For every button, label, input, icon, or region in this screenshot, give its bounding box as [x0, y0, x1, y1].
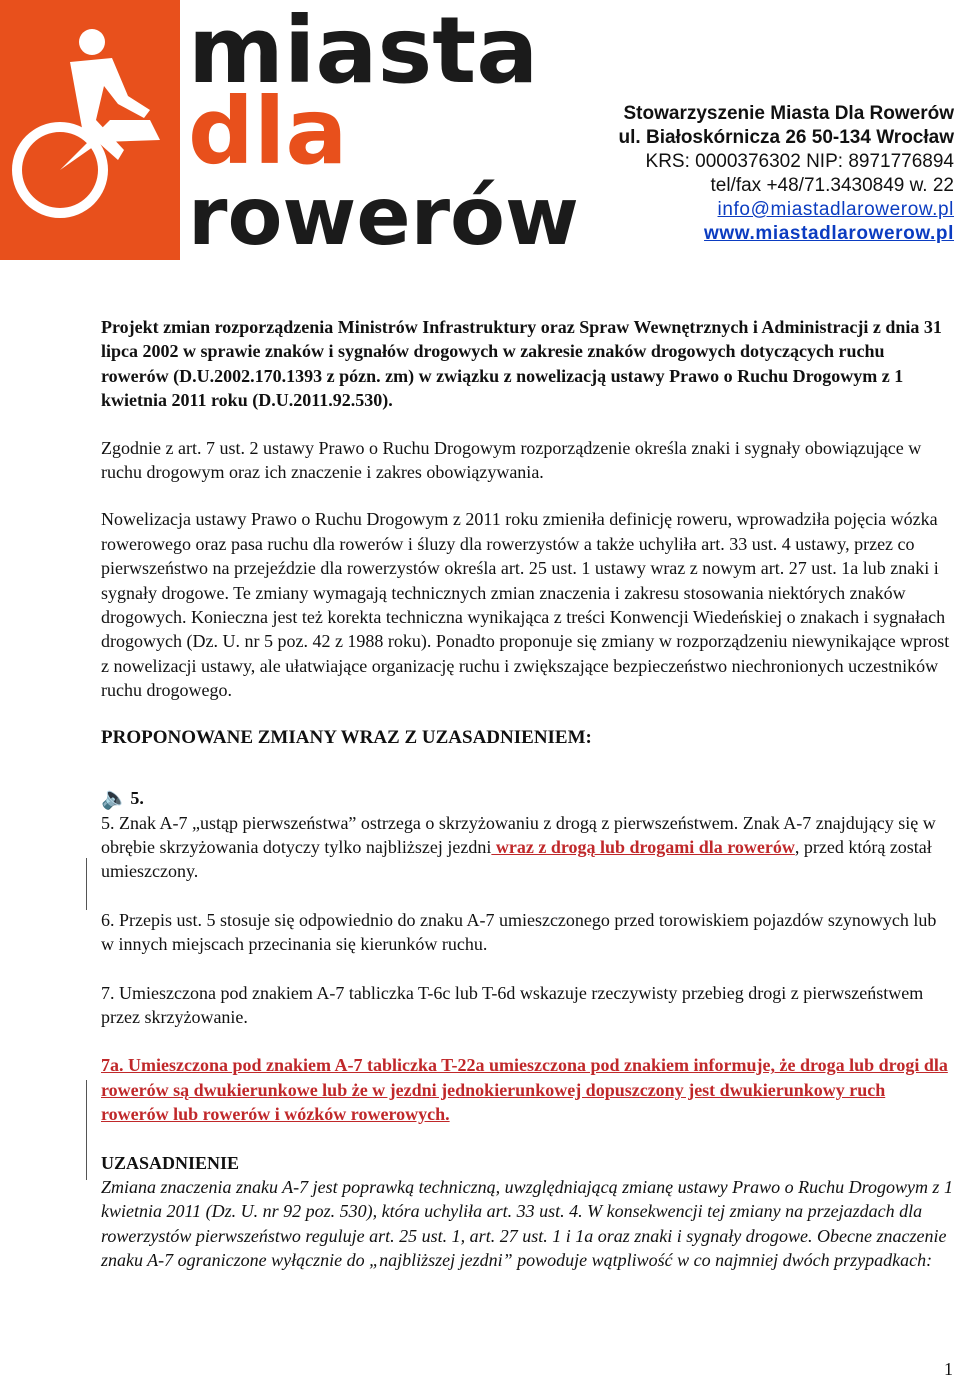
- org-address: ul. Białoskórnicza 26 50-134 Wrocław: [618, 127, 954, 148]
- document-body: [101, 315, 953, 1273]
- org-website-link[interactable]: www.miastadlarowerow.pl: [704, 223, 954, 244]
- org-registry: KRS: 0000376302 NIP: 8971776894: [645, 151, 954, 172]
- item-7a-inserted: 7a. Umieszczona pod znakiem A-7 tabliczka T-22a umieszczona pod znakiem informuje, że droga lub drogi dla rowerów są dwukierunkowe lub że w jezdni jednokierunkowej dopuszczony jest dwukierunkowy ruch rowerów lub rowerów i wózków rowerowych.: [101, 1055, 948, 1125]
- logo-word-rowerow: rowerów: [188, 170, 579, 263]
- change-bar: [86, 858, 87, 910]
- paragraph: Zgodnie z art. 7 ust. 2 ustawy Prawo o Ruchu Drogowym rozporządzenie określa znaki i sygnały obowiązujące w ruchu drogowym oraz ich znaczenie i zakres obowiązywania.: [101, 437, 922, 483]
- justification-text: Zmiana znaczenia znaku A-7 jest poprawką techniczną, uwzględniającą zmianę ustawy Prawo o Ruchu Drogowym z 1 kwietnia 2011 (Dz. U. nr 92 poz. 530), która uchyliła art. 33 ust. 4. W konsekwencji tej zmiany na przejazdach dla rowerzystów pierwszeństwo reguluje art. 25 ust. 1, art. 27 ust. 1 i 1a oraz znaki i sygnały drogowe. Obecne znaczenie znaku A-7 ograniczone wyłącznie do „najbliższej jezdni” powoduje wątpliwość w co najmniej dwóch przypadkach:: [101, 1176, 953, 1271]
- miasta-dla-rowerow-logo: [0, 0, 579, 263]
- organization-header: [619, 102, 954, 246]
- org-email-link[interactable]: info@miastadlarowerow.pl: [717, 199, 954, 220]
- org-name: Stowarzyszenie Miasta Dla Rowerów: [623, 103, 954, 124]
- proposals-heading: PROPONOWANE ZMIANY WRAZ Z UZASADNIENIEM:: [101, 726, 592, 748]
- change-bar: [86, 1080, 87, 1180]
- section-number: 5.: [130, 788, 144, 809]
- item-5-text: 5. Znak A-7 „ustąp pierwszeństwa” ostrzega o skrzyżowaniu z drogą z pierwszeństwem. Znak A-7 znajdujący się w obrębie skrzyżowania dotyczy tylko najbliższej jezdni: [101, 812, 936, 857]
- inserted-text: wraz z drogą lub drogami dla rowerów: [491, 836, 795, 857]
- item-5-tail: , przed którą został umieszczony.: [101, 836, 932, 882]
- logo-word-dla: dla: [188, 78, 348, 185]
- logo-word-miasta: miasta: [188, 0, 539, 104]
- page-number: 1: [944, 1359, 953, 1379]
- org-phone: tel/fax +48/71.3430849 w. 22: [710, 175, 954, 196]
- document-title: Projekt zmian rozporządzenia Ministrów Infrastruktury oraz Spraw Wewnętrznych i Administracji z dnia 31 lipca 2002 w sprawie znaków i sygnałów drogowych w zakresie znaków drogowych dotyczących ruchu rowerów (D.U.2002.170.1393 z pózn. zm) w związku z nowelizacją ustawy Prawo o Ruchu Drogowym z 1 kwietnia 2011 roku (D.U.2011.92.530).: [101, 317, 942, 411]
- item-6: 6. Przepis ust. 5 stosuje się odpowiednio do znaku A-7 umieszczonego przed torowiskiem pojazdów szynowych lub w innych miejscach przecinania się kierunków ruchu.: [101, 909, 937, 955]
- justification-heading: UZASADNIENIE: [101, 1152, 240, 1173]
- item-7: 7. Umieszczona pod znakiem A-7 tabliczka T-6c lub T-6d wskazuje rzeczywisty przebieg drogi z pierwszeństwem przez skrzyżowanie.: [101, 982, 924, 1027]
- item-5: [101, 811, 953, 884]
- speaker-icon: 🔈: [101, 785, 129, 811]
- paragraph: Nowelizacja ustawy Prawo o Ruchu Drogowym z 2011 roku zmieniła definicję roweru, wprowadziła pojęcia wózka rowerowego oraz pasa ruchu dla rowerów i śluzy dla rowerzystów a także uchyliła art. 33 ust. 4 ustawy, przez co pierwszeństwo na przejeździe dla rowerzystów określa art. 25 ust. 1 ustawy wraz z nowym art. 27 ust. 1a lub znaki i sygnały drogowe. Te zmiany wymagają technicznych zmian znaczenia i zakresu stosowania niektórych znaków drogowych. Konieczna jest też korekta techniczna wynikająca z treści Konwencji Wiedeńskiej o znakach i sygnałach drogowych (Dz. U. nr 5 poz. 42 z 1988 roku). Ponadto proponuje się zmiany w rozporządzeniu niewynikające wprost z nowelizacji ustawy, ale ułatwiające organizację ruchu i zwiększające bezpieczeństwo niechronionych uczestników ruchu drogowego.: [101, 509, 950, 701]
- section-heading: [101, 786, 953, 810]
